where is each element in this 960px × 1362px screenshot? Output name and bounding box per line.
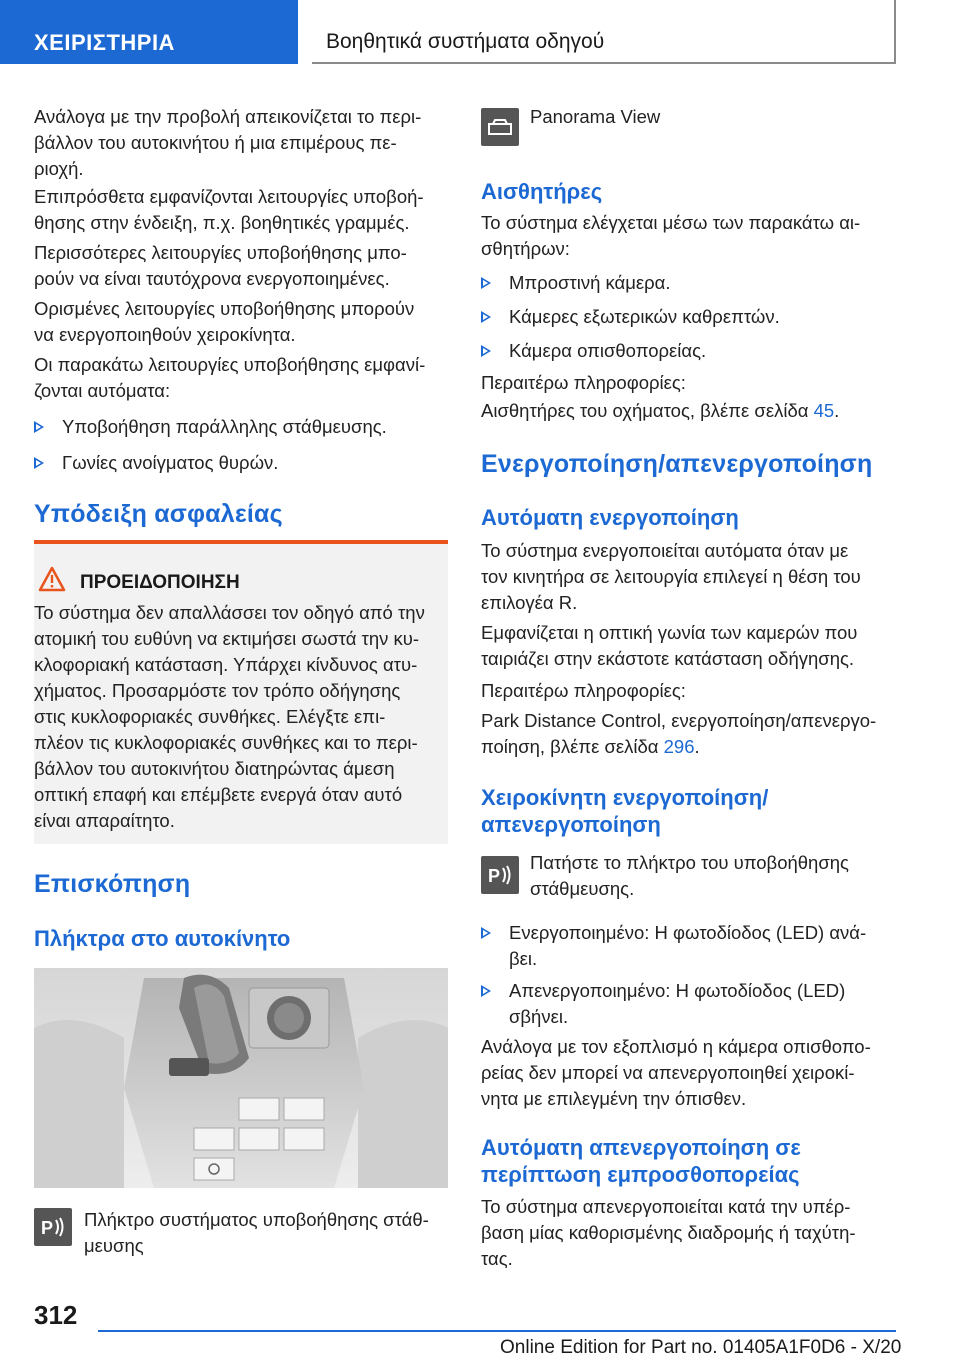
center-console-photo xyxy=(34,968,448,1188)
footer-divider xyxy=(98,1330,896,1332)
paragraph-assist-functions: Επιπρόσθετα εμφανίζονται λειτουργίες υποβοή‐ θησης στην ένδειξη, π.χ. βοηθητικές γραμμές. xyxy=(34,186,424,233)
list-item: Γωνίες ανοίγματος θυρών. xyxy=(34,450,278,476)
bullet-triangle-icon xyxy=(481,277,491,289)
pdc-reference: Park Distance Control, ενεργοποίηση/απενεργο‐ ποίηση, βλέπε σελίδα 296. xyxy=(481,710,877,757)
heading-buttons: Πλήκτρα στο αυτοκίνητο xyxy=(34,926,291,951)
list-item: Υποβοήθηση παράλληλης στάθμευσης. xyxy=(34,414,387,440)
bullet-triangle-icon xyxy=(481,311,491,323)
photo-caption: Πλήκτρο συστήματος υποβοήθησης στάθ‐ μευσης xyxy=(84,1209,429,1256)
parking-assist-button-icon xyxy=(481,856,519,894)
list-item: Μπροστινή κάμερα. xyxy=(481,270,671,296)
page-number: 312 xyxy=(34,1300,78,1330)
section-title: ΧΕΙΡΙΣΤΗΡΙΑ xyxy=(34,30,175,55)
bullet-triangle-icon xyxy=(34,421,44,433)
more-info-label: Περαιτέρω πληροφορίες: xyxy=(481,372,686,393)
paragraph-reverse-camera: Ανάλογα με τον εξοπλισμό η κάμερα οπισθοπο‐ ρείας δεν μπορεί να απενεργοποιηθεί χειροκί‐ νητα με επιλεγμένη την όπισθεν. xyxy=(481,1036,871,1109)
chapter-title: Βοηθητικά συστήματα οδηγού xyxy=(326,30,605,53)
paragraph-sensors: Το σύστημα ελέγχεται μέσω των παρακάτω αι‐ σθητήρων: xyxy=(481,212,861,259)
heading-sensors: Αισθητήρες xyxy=(481,179,603,204)
paragraph-auto-deactivation: Το σύστημα απενεργοποιείται κατά την υπέρ‐ βαση μίας καθορισμένης διαδρομής ή ταχύτη‐ τας. xyxy=(481,1196,856,1269)
list-item: Απενεργοποιημένο: Η φωτοδίοδος (LED) σβήνει. xyxy=(481,978,845,1030)
section-tab xyxy=(0,0,298,64)
warning-triangle-icon xyxy=(38,566,66,597)
svg-text:P: P xyxy=(41,1218,54,1238)
paragraph-automatic: Οι παρακάτω λειτουργίες υποβοήθησης εμφανί‐ ζονται αυτόματα: xyxy=(34,354,426,401)
paragraph-camera-angle: Εμφανίζεται η οπτική γωνία των καμερών που ταιριάζει στην εκάστοτε κατάσταση οδήγησης. xyxy=(481,622,858,669)
page-link-296[interactable]: 296 xyxy=(663,736,695,757)
warning-text: Το σύστημα δεν απαλλάσσει τον οδηγό από την ατομική του ευθύνη να εκτιμήσει σωστά την κυ‐ κλοφοριακή κατάσταση. Υπάρχει κίνδυνος ατυ‐ χήματος. Προσαρμόστε τον τρόπο οδήγησης στις κυκλοφοριακές συνθήκες. Ελέγξτε επι‐ πλέον τις κυκλοφοριακές συνθήκες και το περι‐ βάλλον του αυτοκινήτου διατηρώντας άμεση οπτική επαφή και επέμβετε ενεργά όταν αυτό είναι απαραίτητο. xyxy=(34,602,425,831)
press-button-text: Πατήστε το πλήκτρο του υποβοήθησης στάθμευσης. xyxy=(530,852,849,899)
footer-edition: Online Edition for Part no. 01405A1F0D6 - X/20 xyxy=(500,1337,902,1358)
panorama-view-icon xyxy=(481,108,519,146)
paragraph-simultaneous: Περισσότερες λειτουργίες υποβοήθησης μπο‐ ρούν να είναι ταυτόχρονα ενεργοποιημένες. xyxy=(34,242,407,289)
heading-manual-activation: Χειροκίνητη ενεργοποίηση/ απενεργοποίηση xyxy=(481,785,769,837)
panorama-view-label: Panorama View xyxy=(530,106,661,127)
bullet-triangle-icon xyxy=(34,457,44,469)
sensors-reference: Αισθητήρες του οχήματος, βλέπε σελίδα 45. xyxy=(481,400,840,421)
page-link-45[interactable]: 45 xyxy=(813,400,835,421)
bullet-triangle-icon xyxy=(481,985,491,997)
parking-assist-button-icon xyxy=(34,1208,72,1246)
list-item: Κάμερες εξωτερικών καθρεπτών. xyxy=(481,304,780,330)
bullet-triangle-icon xyxy=(481,345,491,357)
chapter-tab xyxy=(312,0,896,64)
heading-safety: Υπόδειξη ασφαλείας xyxy=(34,500,283,528)
warning-title: ΠΡΟΕΙΔΟΠΟΙΗΣΗ xyxy=(80,572,240,593)
paragraph-view-area: Ανάλογα με την προβολή απεικονίζεται το περι‐ βάλλον του αυτοκινήτου ή μια επιμέρους πε‐ ριοχή. xyxy=(34,106,422,179)
heading-activation: Ενεργοποίηση/απενεργοποίηση xyxy=(481,450,873,478)
paragraph-auto-activation: Το σύστημα ενεργοποιείται αυτόματα όταν με τον κινητήρα σε λειτουργία επιλεγεί η θέση του επιλογέα R. xyxy=(481,540,861,613)
paragraph-manual: Ορισμένες λειτουργίες υποβοήθησης μπορούν να ενεργοποιηθούν χειροκίνητα. xyxy=(34,298,415,345)
heading-overview: Επισκόπηση xyxy=(34,870,191,898)
svg-text:P: P xyxy=(488,866,501,886)
list-item: Ενεργοποιημένο: Η φωτοδίοδος (LED) ανά‐ βει. xyxy=(481,920,866,972)
more-info-label-2: Περαιτέρω πληροφορίες: xyxy=(481,680,686,701)
bullet-triangle-icon xyxy=(481,927,491,939)
list-item: Κάμερα οπισθοπορείας. xyxy=(481,338,706,364)
heading-auto-activation: Αυτόματη ενεργοποίηση xyxy=(481,505,739,530)
heading-auto-deactivation: Αυτόματη απενεργοποίηση σε περίπτωση εμπροσθοπορείας xyxy=(481,1135,801,1187)
